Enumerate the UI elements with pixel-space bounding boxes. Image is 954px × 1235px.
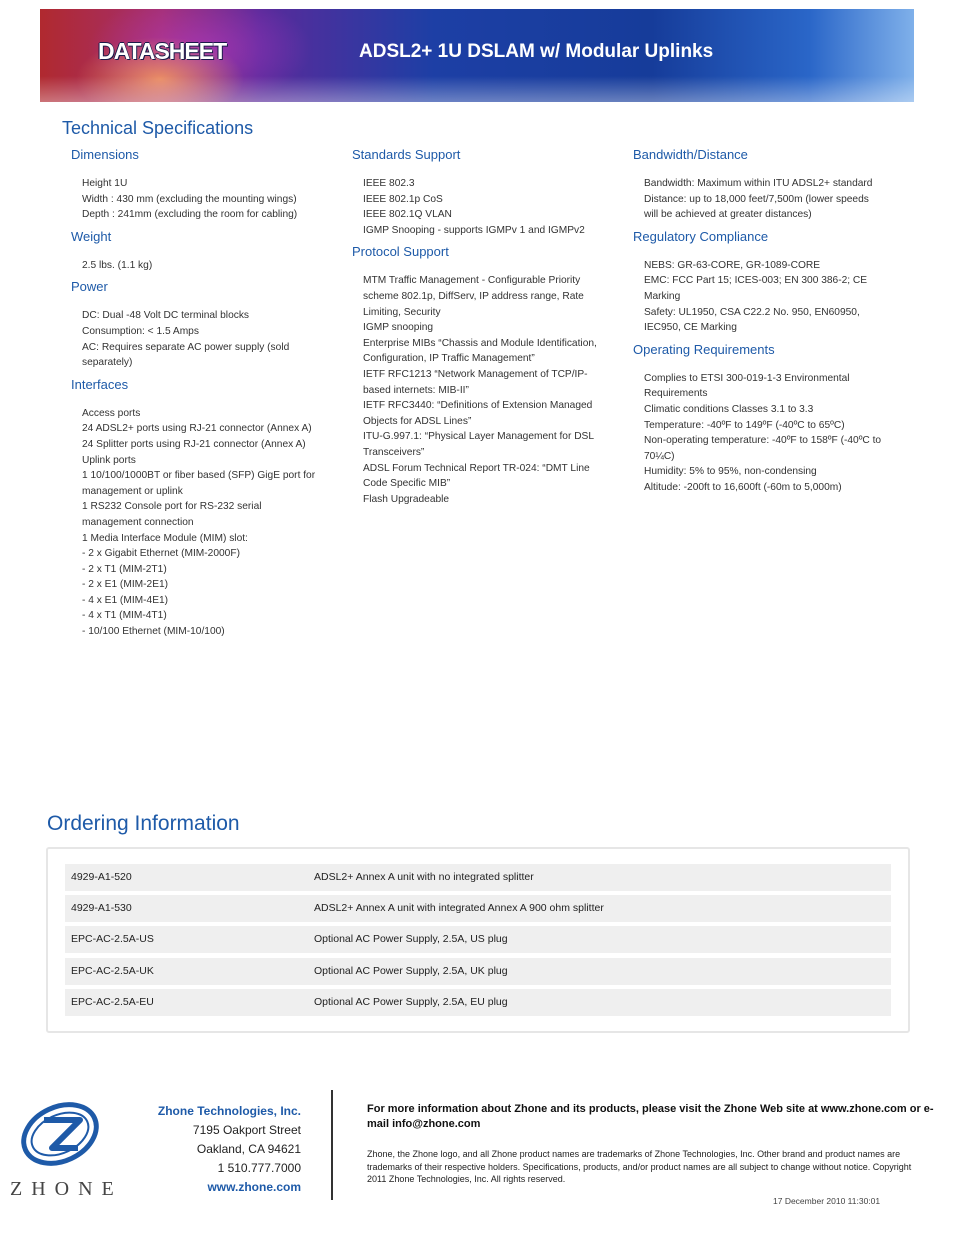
part-description: Optional AC Power Supply, 2.5A, UK plug [314,964,508,977]
spec-section-heading: Regulatory Compliance [633,228,769,244]
spec-line: Temperature: -40ºF to 149ºF (-40ºC to 65ºC) [644,419,845,431]
spec-line: Flash Upgradeable [363,493,450,505]
logo-wordmark: ZHONE [10,1178,123,1200]
spec-column-2 [352,147,603,513]
spec-line: Humidity: 5% to 95%, non-condensing [644,466,817,478]
spec-line: IETF RFC1213 “Network Management of TCP/IP-based internets: MIB-II” [363,368,588,396]
spec-section-body [82,308,322,370]
table-row [65,958,891,985]
spec-line: Consumption: < 1.5 Amps [82,325,199,337]
spec-line: Width : 430 mm (excluding the mounting wings) [82,193,297,205]
spec-line: Climatic conditions Classes 3.1 to 3.3 [644,403,814,415]
spec-line: 24 Splitter ports using RJ-21 connector (Annex A) [82,438,306,450]
legal-text: Zhone, the Zhone logo, and all Zhone product names are trademarks of Zhone Technologies, Inc. Other brand and product names are trademarks of their respective holders. Specifications, products, and/or product names are all subject to change without notice. Copyright 2011 Zhone Technologies, Inc. All rights reserved. [367,1149,912,1184]
spec-section-heading: Standards Support [352,147,461,162]
spec-line: ITU-G.997.1: “Physical Layer Management for DSL Transceivers” [363,431,594,458]
spec-line: - 4 x T1 (MIM-4T1) [82,610,167,622]
ordering-title: Ordering Information [47,812,240,835]
spec-section-body [644,176,884,223]
part-description: ADSL2+ Annex A unit with integrated Annex A 900 ohm splitter [314,902,604,915]
spec-line: - 2 x E1 (MIM-2E1) [82,579,169,591]
spec-line: Enterprise MIBs “Chassis and Module Identification, Configuration, IP Traffic Management” [363,337,597,365]
spec-column-1 [71,147,322,646]
datasheet-label: DATASHEET [98,38,227,64]
spec-line: Altitude: -200ft to 16,600ft (-60m to 5,000m) [644,481,842,493]
company-city: Oakland, CA 94621 [196,1142,301,1156]
table-row [65,895,891,922]
spec-line: IETF RFC3440: “Definitions of Extension Managed Objects for ADSL Lines” [363,400,593,427]
spec-line: 1 10/100/1000BT or fiber based (SFP) GigE port for management or uplink [82,470,316,497]
spec-line: ADSL Forum Technical Report TR-024: “DMT Line Code Specific MIB” [363,462,590,490]
company-website-link[interactable]: www.zhone.com [207,1180,301,1194]
company-street: 7195 Oakport Street [192,1123,301,1137]
spec-line: 24 ADSL2+ ports using RJ-21 connector (Annex A) [82,423,312,435]
company-phone: 1 510.777.7000 [217,1161,301,1175]
header-banner [40,9,914,102]
part-number: 4929-A1-520 [71,871,132,883]
spec-line: - 2 x T1 (MIM-2T1) [82,563,167,575]
spec-section-body [363,273,603,507]
spec-line: - 2 x Gigabit Ethernet (MIM-2000F) [82,548,240,560]
spec-line: IEEE 802.3 [363,178,415,189]
part-description: ADSL2+ Annex A unit with no integrated splitter [314,871,534,883]
spec-line: Height 1U [82,178,128,189]
part-number: EPC-AC-2.5A-UK [71,964,154,977]
table-row [65,864,891,891]
spec-line: Access ports [82,407,141,419]
spec-line: IEEE 802.1Q VLAN [363,209,452,221]
spec-section-heading: Protocol Support [352,244,449,260]
spec-line: Safety: UL1950, CSA C22.2 No. 950, EN60950, IEC950, CE Marking [644,306,860,334]
spec-line: Complies to ETSI 300-019-1-3 Environmental Requirements [644,372,850,400]
company-address [158,1102,301,1197]
footer-divider [331,1090,333,1200]
part-description: Optional AC Power Supply, 2.5A, US plug [314,933,508,946]
spec-line: Non-operating temperature: -40ºF to 158ºF (-40ºC to 70¼C) [644,435,882,462]
spec-line: 1 Media Interface Module (MIM) slot: [82,532,248,544]
spec-section-heading: Operating Requirements [633,341,775,357]
spec-line: EMC: FCC Part 15; ICES-003; EN 300 386-2; CE Marking [644,275,868,302]
spec-line: DC: Dual -48 Volt DC terminal blocks [82,310,250,322]
spec-line: 2.5 lbs. (1.1 kg) [82,259,153,271]
spec-line: IGMP Snooping - supports IGMPv 1 and IGMPv2 [363,224,585,236]
spec-line: AC: Requires separate AC power supply (sold separately) [82,341,290,369]
spec-section-body [644,258,884,336]
table-row [65,926,891,953]
part-number: 4929-A1-530 [71,902,132,915]
part-number: EPC-AC-2.5A-US [71,933,154,946]
tech-specs-title: Technical Specifications [62,118,254,138]
spec-section-heading: Power [71,279,108,295]
ordering-table [46,847,910,1033]
spec-section-heading: Dimensions [71,147,139,162]
spec-line: NEBS: GR-63-CORE, GR-1089-CORE [644,259,821,271]
print-date: 17 December 2010 11:30:01 [773,1196,881,1206]
spec-line: Depth : 241mm (excluding the room for cabling) [82,209,298,221]
spec-line: - 10/100 Ethernet (MIM-10/100) [82,626,225,638]
spec-section-body [644,371,884,496]
spec-line: MTM Traffic Management - Configurable Priority scheme 802.1p, DiffServ, IP address range, Rate Limiting, Security [363,275,584,318]
table-row [65,989,891,1016]
company-name: Zhone Technologies, Inc. [157,1104,301,1118]
spec-line: IEEE 802.1p CoS [363,193,443,205]
spec-line: Uplink ports [82,454,136,466]
spec-line: Bandwidth: Maximum within ITU ADSL2+ standard [644,178,873,189]
spec-section-heading: Interfaces [71,376,129,392]
spec-section-body [82,406,322,640]
part-description: Optional AC Power Supply, 2.5A, EU plug [314,995,508,1008]
spec-line: 1 RS232 Console port for RS-232 serial management connection [82,501,262,528]
spec-section-heading: Bandwidth/Distance [633,147,748,162]
spec-column-3 [633,147,884,502]
spec-section-body [363,176,603,238]
spec-line: - 4 x E1 (MIM-4E1) [82,594,169,606]
part-number: EPC-AC-2.5A-EU [71,995,154,1008]
spec-line: IGMP snooping [363,322,434,334]
spec-section-body [82,258,322,274]
spec-section-heading: Weight [71,228,112,244]
more-info-text: For more information about Zhone and its products, please visit the Zhone Web site at www.zhone.com or e-mail info@zhone.com [367,1103,934,1130]
product-title: ADSL2+ 1U DSLAM w/ Modular Uplinks [359,41,714,62]
spec-line: Distance: up to 18,000 feet/7,500m (lower speeds will be achieved at greater distances) [644,193,869,221]
spec-section-body [82,176,322,223]
